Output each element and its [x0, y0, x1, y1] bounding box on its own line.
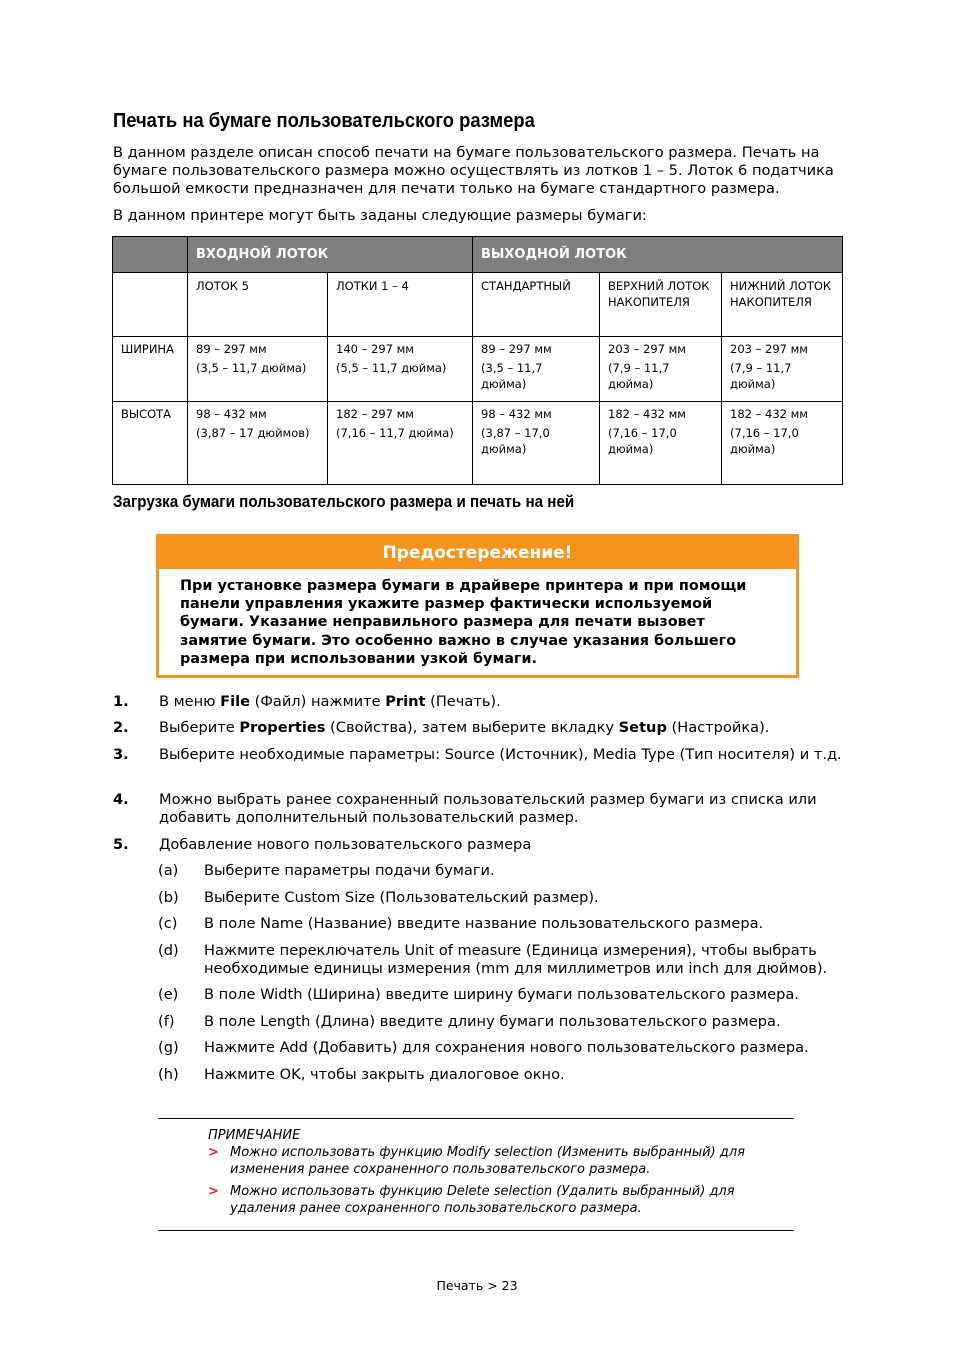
note-top-rule	[158, 1118, 794, 1119]
column-header: ЛОТКИ 1 – 4	[328, 273, 473, 337]
step-number: 4.	[113, 791, 129, 808]
substep-text: В поле Name (Название) введите название пользовательского размера.	[204, 915, 764, 932]
table-corner-cell	[113, 237, 188, 273]
size-mm: 98 – 432 мм	[196, 407, 267, 421]
step-number: 2.	[113, 719, 129, 736]
caution-heading: Предостережение!	[159, 537, 796, 569]
size-inches: (3,87 – 17 дюймов)	[196, 426, 310, 440]
table-cell	[473, 337, 600, 402]
size-mm: 182 – 432 мм	[730, 407, 808, 421]
substep-text: Выберите Custom Size (Пользовательский размер).	[204, 889, 599, 906]
step-number: 3.	[113, 746, 129, 763]
size-mm: 203 – 297 мм	[608, 342, 686, 356]
step-text: Добавление нового пользовательского размера	[159, 836, 532, 853]
step-text: Выберите необходимые параметры: Source (Источник), Media Type (Тип носителя) и т.д.	[159, 746, 842, 763]
substep-text: Нажмите OK, чтобы закрыть диалоговое окно.	[204, 1066, 565, 1083]
table-cell	[188, 402, 328, 485]
substep-letter: (h)	[158, 1066, 179, 1083]
size-inches: (7,16 – 11,7 дюйма)	[336, 426, 454, 440]
paper-sizes-table	[112, 236, 843, 485]
note-bottom-rule	[158, 1230, 794, 1231]
size-inches: (5,5 – 11,7 дюйма)	[336, 361, 447, 375]
size-mm: 182 – 432 мм	[608, 407, 686, 421]
table-cell	[188, 337, 328, 402]
step-number: 1.	[113, 693, 129, 710]
sizes-intro-paragraph: В данном принтере могут быть заданы следующие размеры бумаги:	[113, 207, 647, 224]
note-text: Можно использовать функцию Delete selection (Удалить выбранный) для удаления ранее сохраненного пользовательского размера.	[230, 1184, 735, 1216]
step-number: 5.	[113, 836, 129, 853]
size-inches: (7,9 – 11,7 дюйма)	[608, 361, 670, 391]
substep-letter: (c)	[158, 915, 178, 932]
substep-letter: (e)	[158, 986, 179, 1003]
column-header: ЛОТОК 5	[188, 273, 328, 337]
size-inches: (3,5 – 11,7 дюйма)	[196, 361, 307, 375]
size-inches: (7,16 – 17,0 дюйма)	[608, 426, 677, 456]
caution-text: При установке размера бумаги в драйвере принтера и при помощи панели управления укажите размер фактически используемой бумаги. Указание неправильного размера для печати вызовет замятие бумаги. Это особенно важно в случае указания большего размера при использовании узкой бумаги.	[180, 578, 747, 667]
size-inches: (7,9 – 11,7 дюйма)	[730, 361, 792, 391]
substep-text: В поле Length (Длина) введите длину бумаги пользовательского размера.	[204, 1013, 781, 1030]
substep-letter: (g)	[158, 1039, 179, 1056]
table-cell	[600, 402, 722, 485]
page-footer: Печать > 23	[436, 1278, 518, 1293]
column-header: ВЕРХНИЙ ЛОТОК НАКОПИТЕЛЯ	[600, 273, 722, 337]
substep-letter: (b)	[158, 889, 179, 906]
intro-paragraph: В данном разделе описан способ печати на бумаге пользовательского размера. Печать на бумаге пользовательского размера можно осуществлять из лотков 1 – 5. Лоток 6 податчика большой емкости предназначен для печати только на бумаге стандартного размера.	[113, 144, 834, 197]
step-text: В меню File (Файл) нажмите Print (Печать).	[159, 693, 501, 710]
substep-letter: (f)	[158, 1013, 175, 1030]
note-arrow-icon: >	[208, 1184, 219, 1199]
table-cell	[722, 402, 843, 485]
substep-letter: (d)	[158, 942, 179, 959]
column-header: СТАНДАРТНЫЙ	[473, 273, 600, 337]
row-label: ВЫСОТА	[113, 402, 188, 485]
substep-text: Нажмите Add (Добавить) для сохранения нового пользовательского размера.	[204, 1039, 809, 1056]
size-mm: 89 – 297 мм	[481, 342, 552, 356]
size-inches: (7,16 – 17,0 дюйма)	[730, 426, 799, 456]
table-cell	[473, 402, 600, 485]
note-arrow-icon: >	[208, 1145, 219, 1160]
table-cell	[600, 337, 722, 402]
caution-box	[156, 534, 799, 678]
page-title: Печать на бумаге пользовательского размера	[113, 110, 535, 132]
size-mm: 98 – 432 мм	[481, 407, 552, 421]
note-text: Можно использовать функцию Modify selection (Изменить выбранный) для изменения ранее сохраненного пользовательского размера.	[230, 1145, 745, 1177]
substep-text: Выберите параметры подачи бумаги.	[204, 862, 495, 879]
section-subtitle: Загрузка бумаги пользовательского размера и печать на ней	[113, 493, 575, 511]
table-cell	[328, 402, 473, 485]
size-mm: 203 – 297 мм	[730, 342, 808, 356]
row-label: ШИРИНА	[113, 337, 188, 402]
size-inches: (3,87 – 17,0 дюйма)	[481, 426, 550, 456]
table-row	[113, 337, 843, 402]
size-mm: 140 – 297 мм	[336, 342, 414, 356]
step-text: Можно выбрать ранее сохраненный пользовательский размер бумаги из списка или добавить дополнительный пользовательский размер.	[159, 791, 817, 826]
size-mm: 182 – 297 мм	[336, 407, 414, 421]
input-tray-header: ВХОДНОЙ ЛОТОК	[188, 237, 473, 273]
size-mm: 89 – 297 мм	[196, 342, 267, 356]
note-title: ПРИМЕЧАНИЕ	[208, 1128, 301, 1143]
substep-text: Нажмите переключатель Unit of measure (Единица измерения), чтобы выбрать необходимые единицы измерения (mm для миллиметров или inch для дюймов).	[204, 942, 828, 977]
column-header: НИЖНИЙ ЛОТОК НАКОПИТЕЛЯ	[722, 273, 843, 337]
table-empty-cell	[113, 273, 188, 337]
size-inches: (3,5 – 11,7 дюйма)	[481, 361, 543, 391]
step-text: Выберите Properties (Свойства), затем выберите вкладку Setup (Настройка).	[159, 719, 770, 736]
substep-text: В поле Width (Ширина) введите ширину бумаги пользовательского размера.	[204, 986, 799, 1003]
table-cell	[328, 337, 473, 402]
output-tray-header: ВЫХОДНОЙ ЛОТОК	[473, 237, 843, 273]
substep-letter: (a)	[158, 862, 179, 879]
table-cell	[722, 337, 843, 402]
table-row	[113, 402, 843, 485]
